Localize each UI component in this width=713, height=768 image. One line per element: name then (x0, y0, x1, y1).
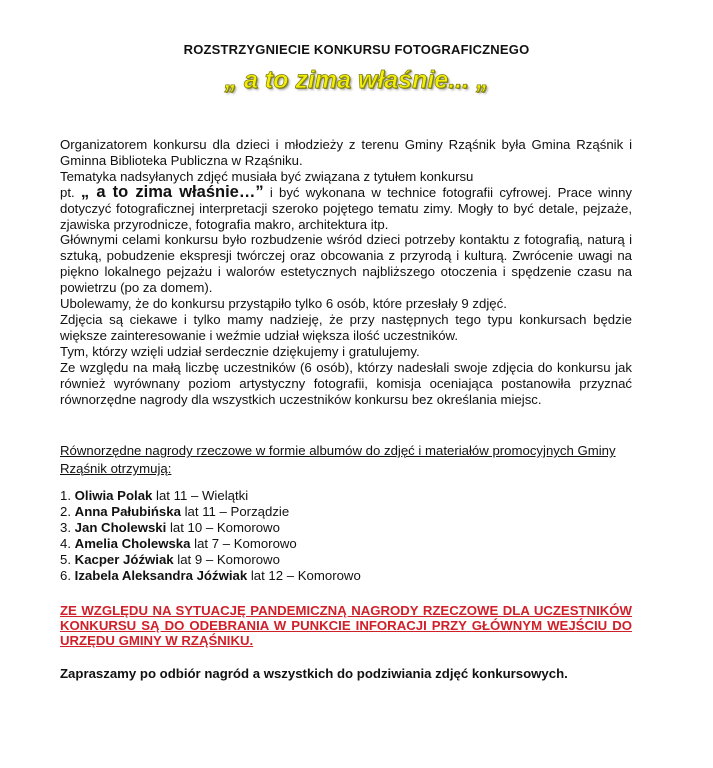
paragraph-goals: Głównymi celami konkursu było rozbudzenie wśród dzieci potrzeby kontaktu z fotografią, naturą i sztuką, pobudzenie ekspresji twórczej oraz obcowania z przyrodą i kulturą. Zwrócenie uwagi na piękno lokalnego pejzażu i walorów estetycznych najbliższego otoczenia i spędzenie czasu na powietrzu (po za domem). (60, 232, 632, 296)
prize-intro: Równorzędne nagrody rzeczowe w formie albumów do zdjęć i materiałów promocyjnych Gminy Rząśnik otrzymują: (60, 443, 616, 476)
pt-prefix: pt. (60, 184, 81, 200)
winner-name: Izabela Aleksandra Jóźwiak (74, 567, 248, 583)
winner-name: Kacper Jóźwiak (74, 551, 174, 567)
paragraph-theme: Tematyka nadsyłanych zdjęć musiała być związana z tytułem konkursu (60, 168, 474, 184)
paragraph-participation: Ubolewamy, że do konkursu przystąpiło tylko 6 osób, które przesłały 9 zdjęć. (60, 296, 507, 312)
list-item: 4. Amelia Cholewska lat 7 – Komorowo (60, 535, 297, 551)
winners-list (60, 488, 632, 583)
paragraph-technique (60, 182, 632, 233)
list-item: 2. Anna Pałubińska lat 11 – Porządzie (60, 503, 290, 519)
list-item: 6. Izabela Aleksandra Jóźwiak lat 12 – Komorowo (60, 567, 361, 583)
list-item: 3. Jan Cholewski lat 10 – Komorowo (60, 519, 280, 535)
competition-name: „ a to zima właśnie... „ (224, 66, 489, 94)
winner-name: Oliwia Polak (74, 488, 153, 503)
document-title: ROZSTRZYGNIECIE KONKURSU FOTOGRAFICZNEGO (183, 42, 530, 57)
list-item: 1. Oliwia Polak lat 11 – Wielątki (60, 488, 249, 503)
winner-name: Amelia Cholewska (74, 535, 191, 551)
technique-text: i być wykonana w technice fotografii cyfrowej. Prace winny dotyczyć fotograficznej interpretacji szeroko pojętego tematu zimy. Mogły to być detale, pejzaże, zjawiska przyrodnicze, fotografia makro, architektura itp. (60, 184, 632, 232)
document-body (60, 137, 632, 407)
pickup-notice: ZE WZGLĘDU NA SYTUACJĘ PANDEMICZNĄ NAGRODY RZECZOWE DLA UCZESTNIKÓW KONKURSU SĄ DO ODEBRANIA W PUNKCIE INFORACJI PRZY GŁÓWNYM WEJŚCIU DO URZĘDU GMINY W RZĄŚNIKU. (60, 603, 632, 648)
paragraph-organizer: Organizatorem konkursu dla dzieci i młodzieży z terenu Gminy Rząśnik była Gmina Rząśnik i Gminna Biblioteka Publiczna w Rząśniku. (60, 137, 632, 168)
closing-invitation: Zapraszamy po odbiór nagród a wszystkich do podziwiania zdjęć konkursowych. (60, 666, 568, 681)
winner-name: Jan Cholewski (74, 519, 167, 535)
winner-name: Anna Pałubińska (74, 503, 181, 519)
list-item: 5. Kacper Jóźwiak lat 9 – Komorowo (60, 551, 280, 567)
paragraph-thanks: Tym, którzy wzięli udział serdecznie dziękujemy i gratulujemy. (60, 343, 420, 359)
competition-title-inline: „ a to zima właśnie…” (80, 182, 264, 201)
paragraph-decision: Ze względu na małą liczbę uczestników (6 osób), którzy nadesłali swoje zdjęcia do konkursu jak również wyrównany poziom artystyczny fotografii, komisja oceniająca postanowiła przyznać równorzędne nagrody dla wszystkich uczestników konkursu bez określania miejsc. (60, 359, 632, 407)
paragraph-hope: Zdjęcia są ciekawe i tylko mamy nadzieję, że przy następnych tego typu konkursach będzie większe zainteresowanie i weźmie udział większa ilość uczestników. (60, 311, 632, 343)
